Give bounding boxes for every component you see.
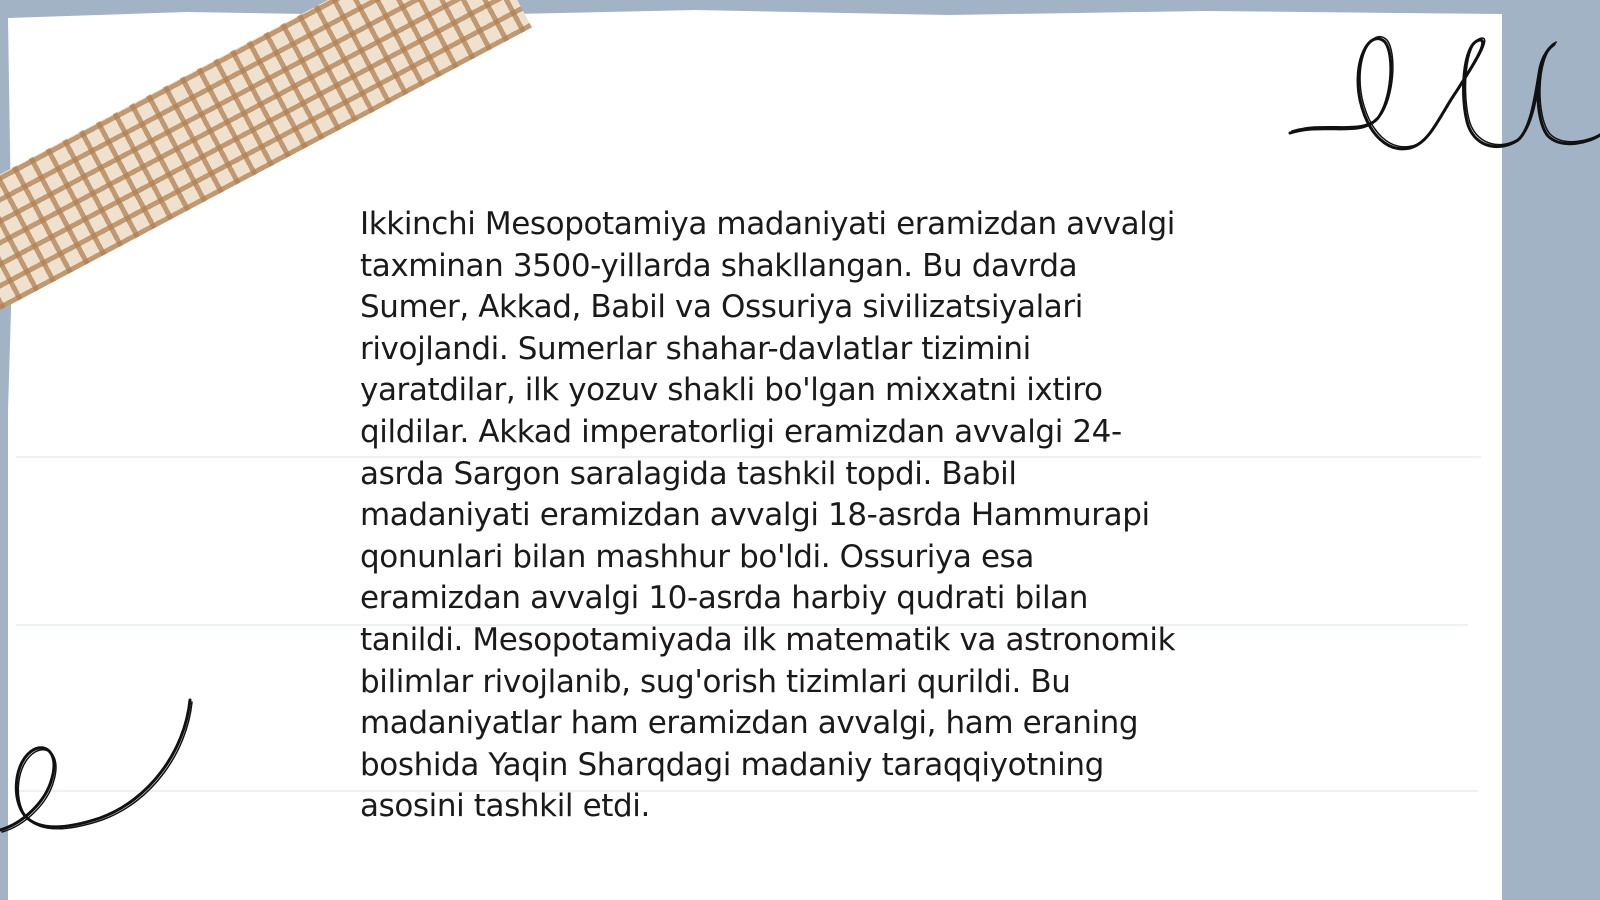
text-line: boshida Yaqin Sharqdagi madaniy taraqqiyotning <box>360 746 1104 783</box>
loop-scribble-icon <box>1290 30 1600 160</box>
text-line: qonunlari bilan mashhur bo'ldi. Ossuriya esa <box>360 538 1034 575</box>
text-line: rivojlandi. Sumerlar shahar-davlatlar tizimini <box>360 330 1031 367</box>
text-line: Ikkinchi Mesopotamiya madaniyati eramizdan avvalgi <box>360 206 1175 242</box>
text-line: madaniyatlar ham eramizdan avvalgi, ham eraning <box>360 705 1139 742</box>
swirl-scribble-icon <box>0 690 200 850</box>
text-line: asosini tashkil etdi. <box>360 788 650 825</box>
text-line: madaniyati eramizdan avvalgi 18-asrda Hammurapi <box>360 497 1150 534</box>
text-line: bilimlar rivojlanib, sug'orish tizimlari qurildi. Bu <box>360 663 1071 700</box>
text-line: Sumer, Akkad, Babil va Ossuriya sivilizatsiyalari <box>360 289 1083 326</box>
text-line: eramizdan avvalgi 10-asrda harbiy qudrati bilan <box>360 580 1089 617</box>
text-line: asrda Sargon saralagida tashkil topdi. Babil <box>360 455 1017 492</box>
text-line: yaratdilar, ilk yozuv shakli bo'lgan mixxatni ixtiro <box>360 372 1103 409</box>
text-line: taxminan 3500-yillarda shakllangan. Bu davrda <box>360 247 1078 284</box>
text-line: tanildi. Mesopotamiyada ilk matematik va astronomik <box>360 621 1176 658</box>
text-line: qildilar. Akkad imperatorligi eramizdan avvalgi 24- <box>360 413 1122 450</box>
body-paragraph <box>360 204 1240 828</box>
